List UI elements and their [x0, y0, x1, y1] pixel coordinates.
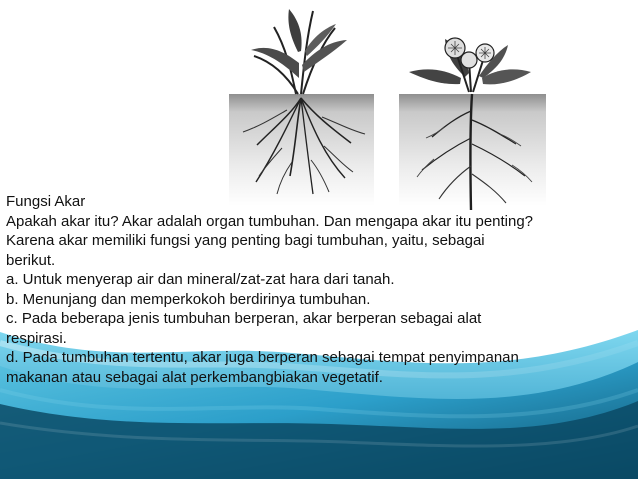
slide-text-block: [6, 192, 632, 387]
body-line-1: Apakah akar itu? Akar adalah organ tumbuhan. Dan mengapa akar itu penting?: [6, 212, 534, 230]
body-line-8: d. Pada tumbuhan tertentu, akar juga berperan sebagai tempat penyimpanan: [6, 349, 519, 366]
slide-title: Fungsi Akar: [6, 193, 86, 210]
body-line-4: a. Untuk menyerap air dan mineral/zat-zat hara dari tanah.: [6, 271, 395, 288]
body-line-9: makanan atau sebagai alat perkembangbiakan vegetatif.: [6, 368, 383, 386]
body-line-3: berikut.: [6, 251, 56, 269]
taproot-plant-icon: [399, 38, 546, 210]
body-line-7: respirasi.: [6, 329, 67, 347]
body-line-5: b. Menunjang dan memperkokoh berdirinya tumbuhan.: [6, 290, 371, 308]
body-line-6: c. Pada beberapa jenis tumbuhan berperan, akar berperan sebagai alat: [6, 310, 482, 327]
root-types-illustration: [229, 6, 601, 218]
fibrous-root-plant-icon: [229, 9, 374, 206]
body-line-2: Karena akar memiliki fungsi yang penting bagi tumbuhan, yaitu, sebagai: [6, 232, 485, 249]
